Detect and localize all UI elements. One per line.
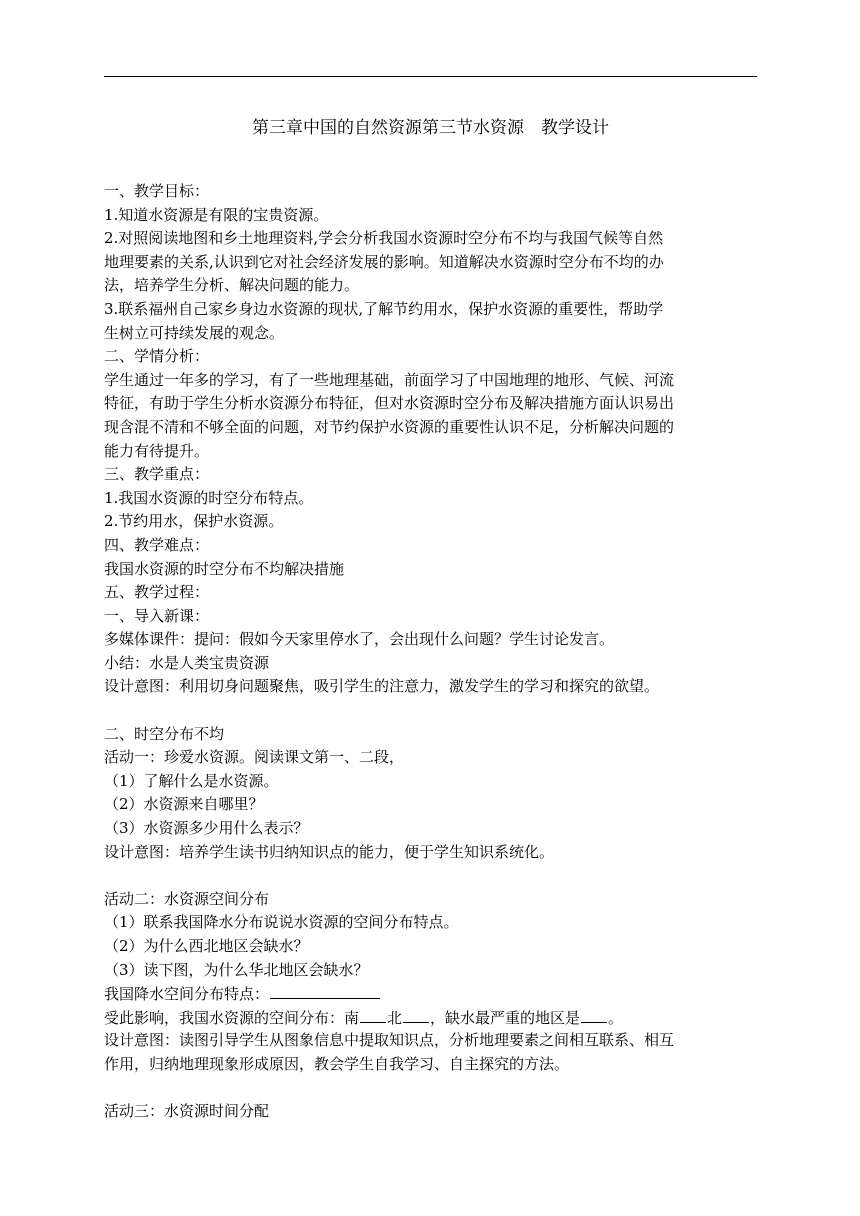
text-line: 法，培养学生分析、解决问题的能力。: [104, 276, 360, 295]
text-line: （1）了解什么是水资源。: [104, 771, 279, 790]
text-line: 设计意图：利用切身问题聚焦，吸引学生的注意力，激发学生的学习和探究的欲望。: [104, 677, 660, 696]
text-line: （3）读下图，为什么华北地区会缺水？: [104, 960, 369, 979]
answer-blank: [403, 1006, 429, 1023]
text-line: 生树立可持续发展的观念。: [104, 323, 285, 342]
text-line: （2）水资源来自哪里？: [104, 795, 264, 814]
text-line: 二、学情分析：: [104, 347, 210, 366]
fill-blank-text: 。: [608, 1008, 624, 1027]
answer-blank: [581, 1006, 607, 1023]
text-line: 学生通过一年多的学习，有了一些地理基础，前面学习了中国地理的地形、气候、河流: [104, 370, 675, 389]
text-line: 1.知道水资源是有限的宝贵资源。: [104, 205, 329, 224]
text-line: （3）水资源多少用什么表示？: [104, 819, 309, 838]
fill-blank-text: ，缺水最严重的地区是: [430, 1008, 581, 1027]
text-line: （2）为什么西北地区会缺水？: [104, 937, 309, 955]
fill-blank-line-distribution: [104, 1006, 757, 1030]
paragraph-block: [104, 1029, 757, 1123]
text-line: 地理要素的关系,认识到它对社会经济发展的影响。知道解决水资源时空分布不均的办: [104, 252, 664, 271]
text-line: 2.对照阅读地图和乡土地理资料,学会分析我国水资源时空分布不均与我国气候等自然: [104, 229, 664, 248]
blank-line: [104, 699, 757, 723]
text-line: 二、时空分布不均: [104, 724, 225, 743]
text-line: 三、教学重点：: [104, 465, 210, 484]
text-line: 特征，有助于学生分析水资源分布特征，但对水资源时空分布及解决措施方面认识易出: [104, 394, 675, 413]
text-line: 活动三：水资源时间分配: [104, 1102, 270, 1121]
text-line: 一、教学目标：: [104, 182, 210, 200]
blank-line: [104, 864, 757, 888]
text-line: 1.我国水资源的时空分布特点。: [104, 488, 314, 507]
text-line: 活动一：珍爱水资源。阅读课文第一、二段，: [104, 748, 405, 767]
text-line: （1）联系我国降水分布说说水资源的空间分布特点。: [104, 913, 459, 932]
text-line: 一、导入新课：: [104, 606, 210, 625]
document-body: [104, 180, 757, 1124]
answer-blank: [270, 982, 380, 999]
text-line: 多媒体课件：提问：假如今天家里停水了，会出现什么问题？学生讨论发言。: [104, 630, 615, 649]
text-line: 设计意图：培养学生读书归纳知识点的能力，便于学生知识系统化。: [104, 842, 555, 861]
blank-line: [104, 1077, 757, 1101]
text-line: 能力有待提升。: [104, 441, 210, 460]
fill-blank-line-precipitation: [104, 982, 757, 1006]
text-line: 活动二：水资源空间分布: [104, 889, 270, 908]
text-line: 2.节约用水，保护水资源。: [104, 512, 284, 531]
answer-blank: [360, 1006, 386, 1023]
paragraph-block: [104, 180, 757, 982]
text-line: 小结：水是人类宝贵资源: [104, 653, 270, 672]
fill-blank-label: 我国降水空间分布特点：: [104, 985, 270, 1004]
header-rule: [104, 76, 757, 77]
fill-blank-text: 受此影响，我国水资源的空间分布：南: [104, 1008, 360, 1027]
text-line: 设计意图：读图引导学生从图象信息中提取知识点，分析地理要素之间相互联系、相互: [104, 1031, 675, 1050]
fill-blank-text: 北: [387, 1008, 403, 1027]
document-title: 第三章中国的自然资源第三节水资源 教学设计: [252, 118, 609, 138]
text-line: 我国水资源的时空分布不均解决措施: [104, 559, 345, 578]
text-line: 五、教学过程：: [104, 583, 210, 602]
text-line: 作用，归纳地理现象形成原因，教会学生自我学习、自主探究的方法。: [104, 1054, 570, 1073]
text-line: 现含混不清和不够全面的问题，对节约保护水资源的重要性认识不足，分析解决问题的: [104, 417, 675, 436]
text-line: 3.联系福州自己家乡身边水资源的现状,了解节约用水，保护水资源的重要性，帮助学: [104, 299, 664, 318]
text-line: 四、教学难点：: [104, 535, 210, 554]
